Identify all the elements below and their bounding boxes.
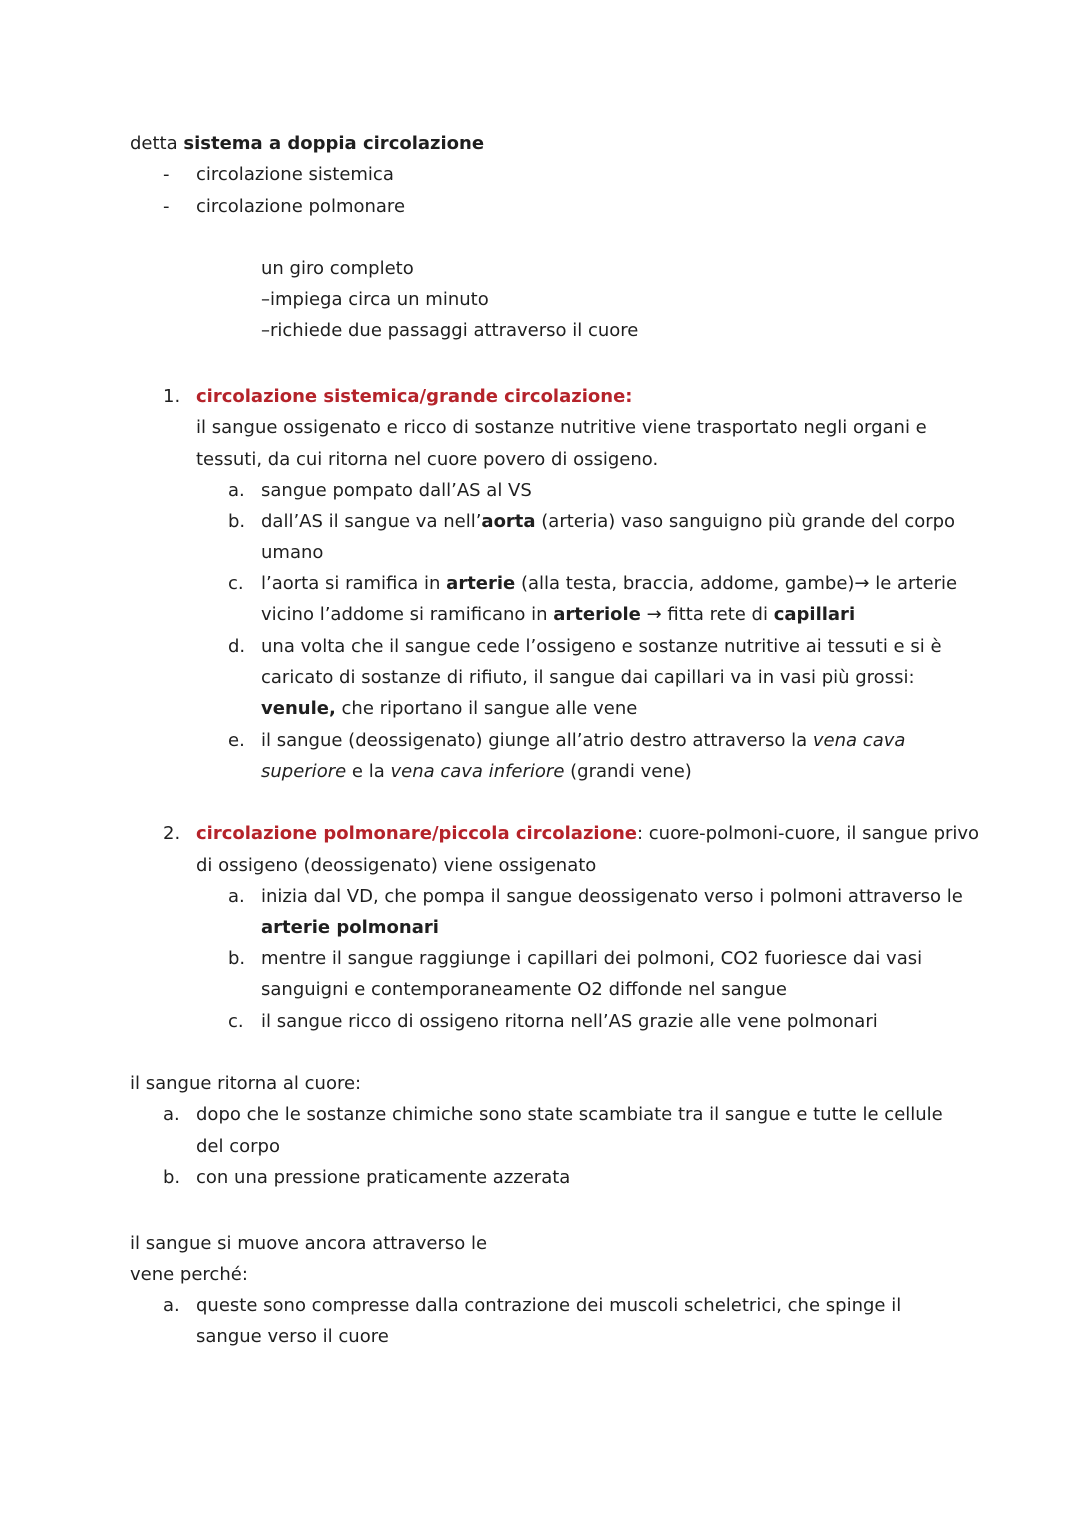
- section-1-item-b-line-2: umano: [261, 542, 324, 563]
- text-run: l’aorta si ramifica in: [261, 573, 447, 594]
- bullet-dash: -: [163, 164, 170, 185]
- section-1-desc-1: il sangue ossigenato e ricco di sostanze nutritive viene trasportato negli organi e: [196, 417, 927, 438]
- list-marker: b.: [163, 1167, 181, 1188]
- section-1-item-c-line-2: [261, 603, 855, 627]
- text-run-italic: vena cava inferiore: [390, 761, 565, 782]
- list-marker: d.: [228, 636, 246, 657]
- list-marker: a.: [228, 886, 245, 907]
- section-1-number: 1.: [163, 386, 181, 407]
- text-run-bold: capillari: [773, 604, 856, 625]
- text-run-italic: superiore: [261, 761, 347, 782]
- list-marker: b.: [228, 948, 246, 969]
- section-1-item-d-line-2: caricato di sostanze di rifiuto, il sangue dai capillari va in vasi più grossi:: [261, 667, 915, 688]
- return-item-a-line-2: del corpo: [196, 1136, 280, 1157]
- list-marker: a.: [163, 1104, 180, 1125]
- list-marker: b.: [228, 511, 246, 532]
- text-run: che riportano il sangue alle vene: [335, 698, 638, 719]
- section-1-item-c-line-1: [261, 572, 957, 596]
- text-run: : cuore-polmoni-cuore, il sangue privo: [636, 823, 980, 844]
- section-2-line-1: [196, 822, 979, 846]
- section-2-item-b-line-2: sanguigni e contemporaneamente O2 diffonde nel sangue: [261, 979, 787, 1000]
- section-1-item-e-line-2: [261, 760, 692, 784]
- section-1-desc-2: tessuti, da cui ritorna nel cuore povero di ossigeno.: [196, 449, 659, 470]
- section-2-item-c: il sangue ricco di ossigeno ritorna nell’AS grazie alle vene polmonari: [261, 1011, 878, 1032]
- intro-title: sistema a doppia circolazione: [183, 133, 485, 154]
- giro-line-3: –richiede due passaggi attraverso il cuore: [261, 320, 639, 341]
- text-run-bold: arterie: [446, 573, 516, 594]
- giro-line-1: un giro completo: [261, 258, 414, 279]
- intro-prefix: detta: [130, 133, 184, 154]
- text-run: (alla testa, braccia, addome, gambe)→ le arterie: [515, 573, 958, 594]
- veins-line-1: il sangue si muove ancora attraverso le: [130, 1233, 488, 1254]
- return-item-a-line-1: dopo che le sostanze chimiche sono state scambiate tra il sangue e tutte le cellule: [196, 1104, 943, 1125]
- section-2-number: 2.: [163, 823, 181, 844]
- text-run: (grandi vene): [564, 761, 692, 782]
- veins-item-a-line-2: sangue verso il cuore: [196, 1326, 389, 1347]
- section-1-title: circolazione sistemica/grande circolazione:: [196, 386, 633, 407]
- section-1-item-d-line-3: [261, 697, 637, 721]
- intro-item-2: circolazione polmonare: [196, 196, 406, 217]
- giro-line-2: –impiega circa un minuto: [261, 289, 489, 310]
- section-2-item-a-line-2: arterie polmonari: [261, 917, 439, 938]
- section-2-title: circolazione polmonare/piccola circolazione: [196, 823, 637, 844]
- bullet-dash: -: [163, 196, 170, 217]
- text-run-bold: aorta: [481, 511, 536, 532]
- intro-line: [130, 132, 484, 156]
- veins-item-a-line-1: queste sono compresse dalla contrazione dei muscoli scheletrici, che spinge il: [196, 1295, 902, 1316]
- list-marker: e.: [228, 730, 245, 751]
- text-run-italic: vena cava: [812, 730, 906, 751]
- text-run: → fitta rete di: [640, 604, 774, 625]
- list-marker: a.: [228, 480, 245, 501]
- return-item-b: con una pressione praticamente azzerata: [196, 1167, 571, 1188]
- text-run: vicino l’addome si ramificano in: [261, 604, 554, 625]
- text-run: dall’AS il sangue va nell’: [261, 511, 482, 532]
- text-run: il sangue (deossigenato) giunge all’atrio destro attraverso la: [261, 730, 813, 751]
- section-1-item-a: sangue pompato dall’AS al VS: [261, 480, 532, 501]
- text-run: (arteria) vaso sanguigno più grande del corpo: [535, 511, 956, 532]
- list-marker: c.: [228, 573, 244, 594]
- section-2-item-a-line-1: inizia dal VD, che pompa il sangue deossigenato verso i polmoni attraverso le: [261, 886, 963, 907]
- section-1-item-d-line-1: una volta che il sangue cede l’ossigeno e sostanze nutritive ai tessuti e si è: [261, 636, 942, 657]
- veins-line-2: vene perché:: [130, 1264, 248, 1285]
- return-title: il sangue ritorna al cuore:: [130, 1073, 362, 1094]
- text-run-bold: arteriole: [553, 604, 641, 625]
- section-2-line-2: di ossigeno (deossigenato) viene ossigenato: [196, 855, 597, 876]
- text-run: e la: [346, 761, 391, 782]
- section-2-item-b-line-1: mentre il sangue raggiunge i capillari dei polmoni, CO2 fuoriesce dai vasi: [261, 948, 923, 969]
- list-marker: c.: [228, 1011, 244, 1032]
- section-1-item-e-line-1: [261, 729, 905, 753]
- section-1-item-b-line-1: [261, 510, 955, 534]
- intro-item-1: circolazione sistemica: [196, 164, 394, 185]
- list-marker: a.: [163, 1295, 180, 1316]
- text-run-bold: venule,: [261, 698, 336, 719]
